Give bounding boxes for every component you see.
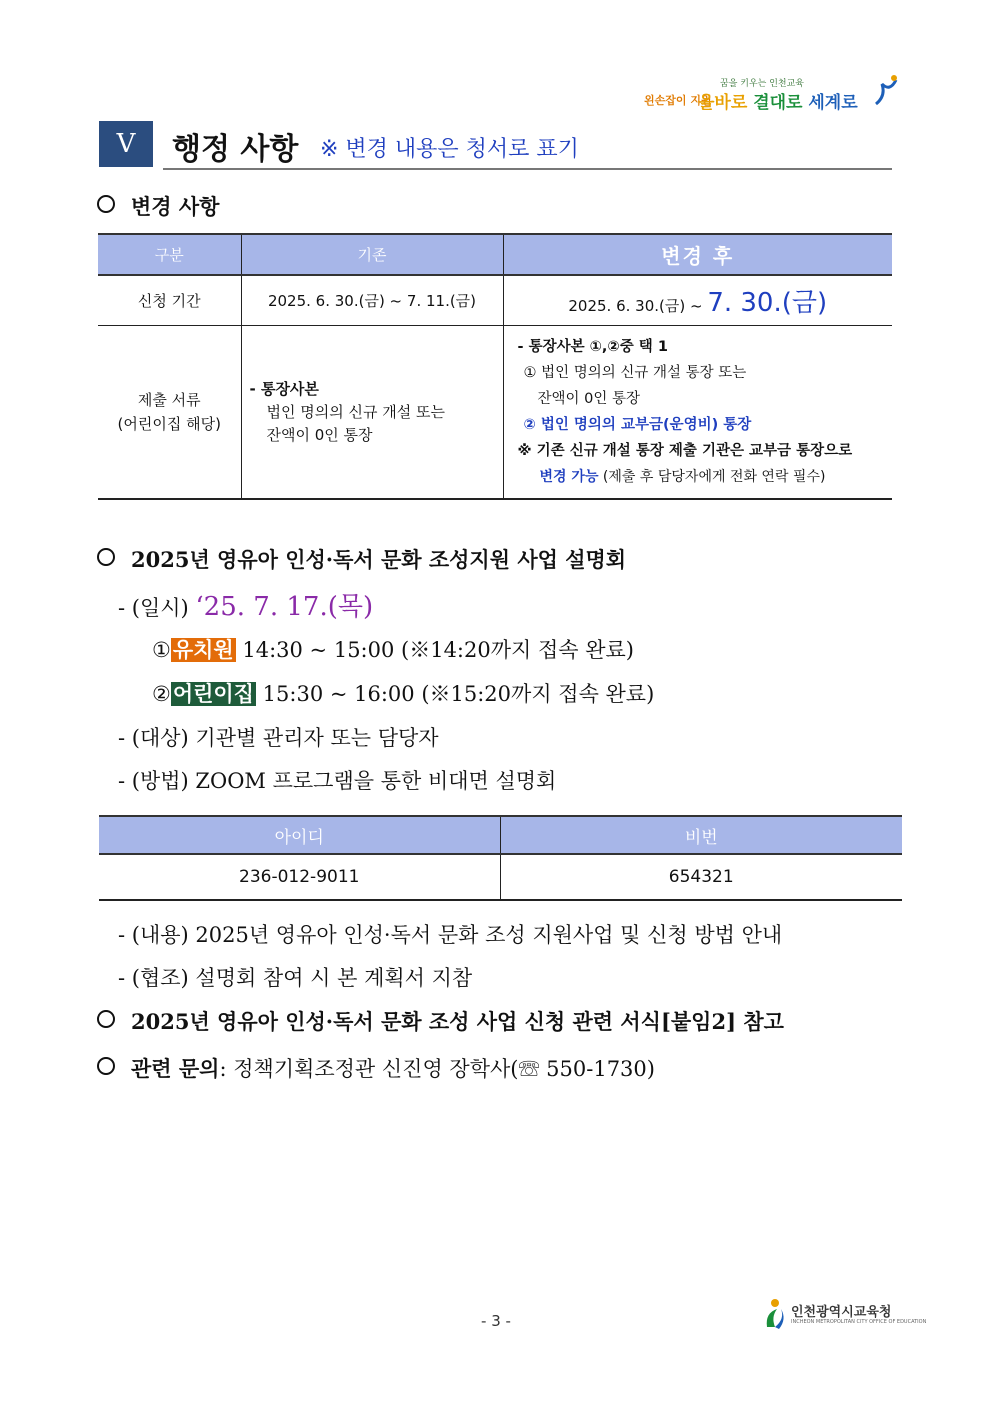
logo-slogan xyxy=(698,88,858,113)
logo-tagline: 꿈을 키우는 인천교육 xyxy=(720,79,804,89)
swoosh-icon xyxy=(872,74,900,108)
change-table xyxy=(98,233,892,500)
date-value: ‘25. 7. 17.(목) xyxy=(195,592,374,622)
session-daycare xyxy=(152,678,654,708)
after-line4: ② 법인 명의의 교부금(운영비) 통장 xyxy=(523,417,752,433)
after-highlight: 7. 30.(금) xyxy=(707,288,828,318)
forms-note-text: 2025년 영유아 인성·독서 문화 조성 사업 신청 관련 서식[붙임2] 참고 xyxy=(131,1009,784,1034)
footer-logo xyxy=(763,1295,927,1335)
table-row xyxy=(98,275,892,326)
before-line1: 법인 명의의 신규 개설 또는 xyxy=(266,402,445,421)
after-line6 xyxy=(518,464,892,490)
before-line2: 잔액이 0인 통장 xyxy=(266,425,373,444)
org-name: 인천광역시교육청 xyxy=(791,1305,892,1320)
briefing-coop: - (협조) 설명회 참여 시 본 계획서 지참 xyxy=(118,966,473,990)
after-line3: 잔액이 0인 통장 xyxy=(537,391,640,407)
org-name-en: INCHEON METROPOLITAN CITY OFFICE OF EDUCATION xyxy=(791,1319,927,1325)
col-after xyxy=(503,234,892,275)
row-before xyxy=(241,326,503,500)
col-after-label: 변경 후 xyxy=(661,244,735,268)
logo-prefix: 왼손잡이 지원 xyxy=(644,94,712,107)
slogan-part-2: 결대로 xyxy=(753,93,809,113)
row-before: 2025. 6. 30.(금) ~ 7. 11.(금) xyxy=(241,275,503,326)
after-line6-highlight: 변경 가능 xyxy=(539,469,599,485)
section-title: 행정 사항 xyxy=(172,132,299,167)
date-label: - (일시) xyxy=(118,596,196,620)
education-office-icon xyxy=(763,1297,787,1331)
col-password: 비번 xyxy=(500,816,902,854)
table-row xyxy=(98,326,892,500)
section-note: ※ 변경 내용은 청서로 표기 xyxy=(320,137,579,162)
zoom-id: 236-012-9011 xyxy=(99,854,500,900)
after-line2: ① 법인 명의의 신규 개설 통장 또는 xyxy=(523,365,747,381)
briefing-content: - (내용) 2025년 영유아 인성·독서 문화 조성 지원사업 및 신청 방법 안내 xyxy=(118,923,783,947)
inquiry-text: : 정책기획조정관 신진영 장학사(☏ 550-1730) xyxy=(219,1057,655,1081)
col-id: 아이디 xyxy=(99,816,500,854)
after-line6-rest: (제출 후 담당자에게 전화 연락 필수) xyxy=(598,469,826,485)
session-kindergarten xyxy=(152,634,634,664)
inquiry xyxy=(97,1053,655,1083)
circle-bullet-icon xyxy=(97,195,115,213)
change-heading xyxy=(97,191,219,221)
circle-bullet-icon xyxy=(97,1010,115,1028)
change-heading-text: 변경 사항 xyxy=(131,195,220,219)
after-line5: ※ 기존 신규 개설 통장 제출 기관은 교부금 통장으로 xyxy=(517,443,853,459)
zoom-table-header xyxy=(99,816,902,854)
briefing-method: - (방법) ZOOM 프로그램을 통한 비대면 설명회 xyxy=(118,769,557,793)
row-label-line1: 제출 서류 xyxy=(137,391,201,409)
section-number: V xyxy=(99,121,153,167)
section-divider xyxy=(163,168,892,170)
slogan-part-3: 세계로 xyxy=(808,93,858,113)
change-table-header xyxy=(98,234,892,275)
briefing-date xyxy=(118,586,373,623)
slogan-part-1: 올바로 xyxy=(698,93,754,113)
before-title: - 통장사본 xyxy=(249,379,319,398)
session-number: ① xyxy=(152,638,171,662)
row-after xyxy=(503,275,892,326)
circle-bullet-icon xyxy=(97,548,115,566)
header-logo xyxy=(640,70,900,118)
forms-note xyxy=(97,1006,784,1036)
inquiry-label: 관련 문의 xyxy=(131,1056,220,1081)
session-tag: 유치원 xyxy=(172,638,234,662)
session-tag: 어린이집 xyxy=(172,682,254,706)
session-time: 15:30 ~ 16:00 (※15:20까지 접속 완료) xyxy=(255,682,655,706)
briefing-target: - (대상) 기관별 관리자 또는 담당자 xyxy=(118,726,439,750)
row-after xyxy=(503,326,892,500)
after-line1: - 통장사본 ①,②중 택 1 xyxy=(517,339,668,355)
row-label: 신청 기간 xyxy=(98,275,241,326)
row-label-line2: (어린이집 해당) xyxy=(117,415,221,433)
page-number: - 3 - xyxy=(481,1312,511,1330)
row-label xyxy=(98,326,241,500)
session-number: ② xyxy=(152,682,171,706)
table-row xyxy=(99,854,902,900)
briefing-heading-text: 2025년 영유아 인성·독서 문화 조성지원 사업 설명회 xyxy=(131,547,627,572)
circle-bullet-icon xyxy=(97,1057,115,1075)
zoom-table xyxy=(99,815,902,901)
briefing-heading xyxy=(97,544,626,574)
after-prefix: 2025. 6. 30.(금) ~ xyxy=(568,297,708,315)
col-category: 구분 xyxy=(98,234,241,275)
session-time: 14:30 ~ 15:00 (※14:20까지 접속 완료) xyxy=(235,638,634,662)
col-before: 기존 xyxy=(241,234,503,275)
zoom-password: 654321 xyxy=(500,854,902,900)
